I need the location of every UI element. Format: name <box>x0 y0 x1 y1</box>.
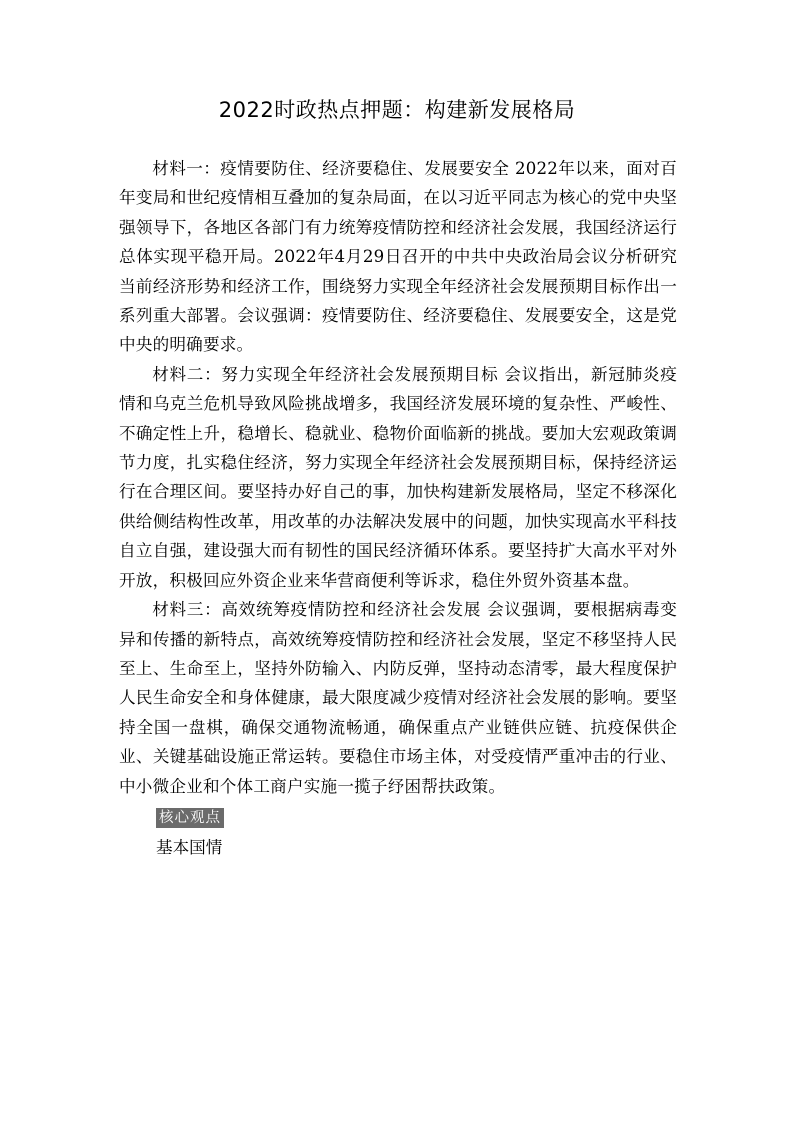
section-sub-heading: 基本国情 <box>156 837 223 857</box>
material-paragraph-1 <box>119 154 677 360</box>
page-title: 2022时政热点押题：构建新发展格局 <box>218 98 576 122</box>
material-heading-2: 材料二：努力实现全年经济社会发展预期目标 <box>152 364 499 384</box>
tag-line <box>119 805 677 831</box>
document-body <box>119 154 677 863</box>
material-paragraph-2 <box>119 360 677 595</box>
material-heading-1: 材料一：疫情要防住、经济要稳住、发展要安全 <box>152 159 510 178</box>
material-heading-3: 材料三：高效统筹疫情防控和经济社会发展 <box>152 600 482 620</box>
core-viewpoint-tag: 核心观点 <box>156 808 224 828</box>
material-paragraph-3 <box>119 595 677 801</box>
material-text-3: 会议强调，要根据病毒变异和传播的新特点，高效统筹疫情防控和经济社会发展，坚定不移坚持人民至上、生命至上，坚持外防输入、内防反弹，坚持动态清零，最大程度保护人民生命安全和身体健康，最大限度减少疫情对经济社会发展的影响。要坚持全国一盘棋，确保交通物流畅通，确保重点产业链供应链、抗疫保供企业、关键基础设施正常运转。要稳住市场主体，对受疫情严重冲击的行业、中小微企业和个体工商户实施一揽子纾困帮扶政策。 <box>119 600 677 796</box>
material-text-1: 2022年以来，面对百年变局和世纪疫情相互叠加的复杂局面，在以习近平同志为核心的党中央坚强领导下，各地区各部门有力统筹疫情防控和经济社会发展，我国经济运行总体实现平稳开局。2022年4月29日召开的中共中央政治局会议分析研究当前经济形势和经济工作，围绕努力实现全年经济社会发展预期目标作出一系列重大部署。会议强调：疫情要防住、经济要稳住、发展要安全，这是党中央的明确要求。 <box>119 159 678 355</box>
material-text-2: 会议指出，新冠肺炎疫情和乌克兰危机导致风险挑战增多，我国经济发展环境的复杂性、严峻性、不确定性上升，稳增长、稳就业、稳物价面临新的挑战。要加大宏观政策调节力度，扎实稳住经济，努力实现全年经济社会发展预期目标，保持经济运行在合理区间。要坚持办好自己的事，加快构建新发展格局，坚定不移深化供给侧结构性改革，用改革的办法解决发展中的问题，加快实现高水平科技自立自强，建设强大而有韧性的国民经济循环体系。要坚持扩大高水平对外开放，积极回应外资企业来华营商便利等诉求，稳住外贸外资基本盘。 <box>119 364 677 590</box>
